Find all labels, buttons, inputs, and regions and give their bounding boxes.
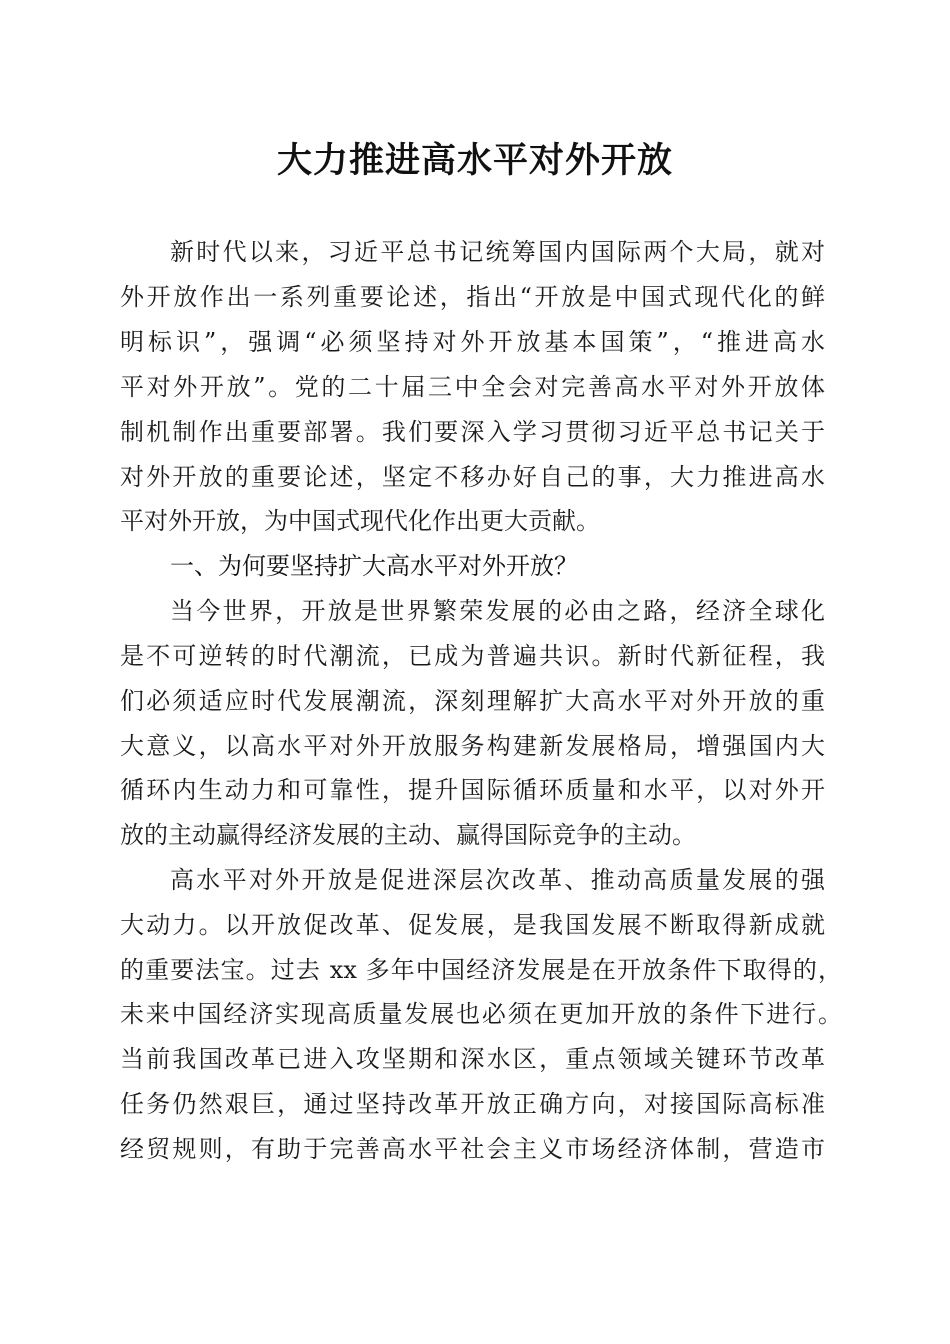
paragraph-line: 任务仍然艰巨，通过坚持改革开放正确方向，对接国际高标准: [120, 1090, 825, 1118]
paragraph-line: 高水平对外开放是促进深层次改革、推动高质量发展的强: [170, 866, 825, 894]
paragraph-line: 循环内生动力和可靠性，提升国际循环质量和水平，以对外开: [120, 776, 825, 804]
paragraph-line: 是不可逆转的时代潮流，已成为普遍共识。新时代新征程，我: [120, 642, 825, 670]
paragraph-line: 当今世界，开放是世界繁荣发展的必由之路，经济全球化: [170, 597, 825, 625]
section-heading: 一、为何要坚持扩大高水平对外开放？: [170, 552, 578, 580]
paragraph-line: 大意义，以高水平对外开放服务构建新发展格局，增强国内大: [120, 732, 825, 760]
paragraph-line: 制机制作出重要部署。我们要深入学习贯彻习近平总书记关于: [120, 418, 825, 446]
paragraph-line: 的重要法宝。过去 xx 多年中国经济发展是在开放条件下取得的，: [120, 956, 842, 984]
paragraph-line: 大动力。以开放促改革、促发展，是我国发展不断取得新成就: [120, 911, 825, 939]
paragraph-line: 外开放作出一系列重要论述，指出“开放是中国式现代化的鲜: [120, 283, 825, 311]
paragraph-line: 对外开放的重要论述，坚定不移办好自己的事，大力推进高水: [120, 463, 825, 491]
document-title: 大力推进高水平对外开放: [276, 140, 673, 181]
paragraph-line: 未来中国经济实现高质量发展也必须在更加开放的条件下进行。: [120, 1000, 842, 1028]
paragraph-line: 经贸规则，有助于完善高水平社会主义市场经济体制，营造市: [120, 1135, 825, 1163]
paragraph-line: 明标识”，强调“必须坚持对外开放基本国策”，“推进高水: [120, 328, 825, 356]
paragraph-line: 们必须适应时代发展潮流，深刻理解扩大高水平对外开放的重: [120, 687, 825, 715]
paragraph-line: 放的主动赢得经济发展的主动、赢得国际竞争的主动。: [120, 821, 696, 849]
paragraph-line: 平对外开放”。党的二十届三中全会对完善高水平对外开放体: [120, 373, 825, 401]
paragraph-line: 平对外开放，为中国式现代化作出更大贡献。: [120, 507, 600, 535]
paragraph-line: 当前我国改革已进入攻坚期和深水区，重点领域关键环节改革: [120, 1045, 825, 1073]
paragraph-line: 新时代以来，习近平总书记统筹国内国际两个大局，就对: [170, 238, 825, 266]
